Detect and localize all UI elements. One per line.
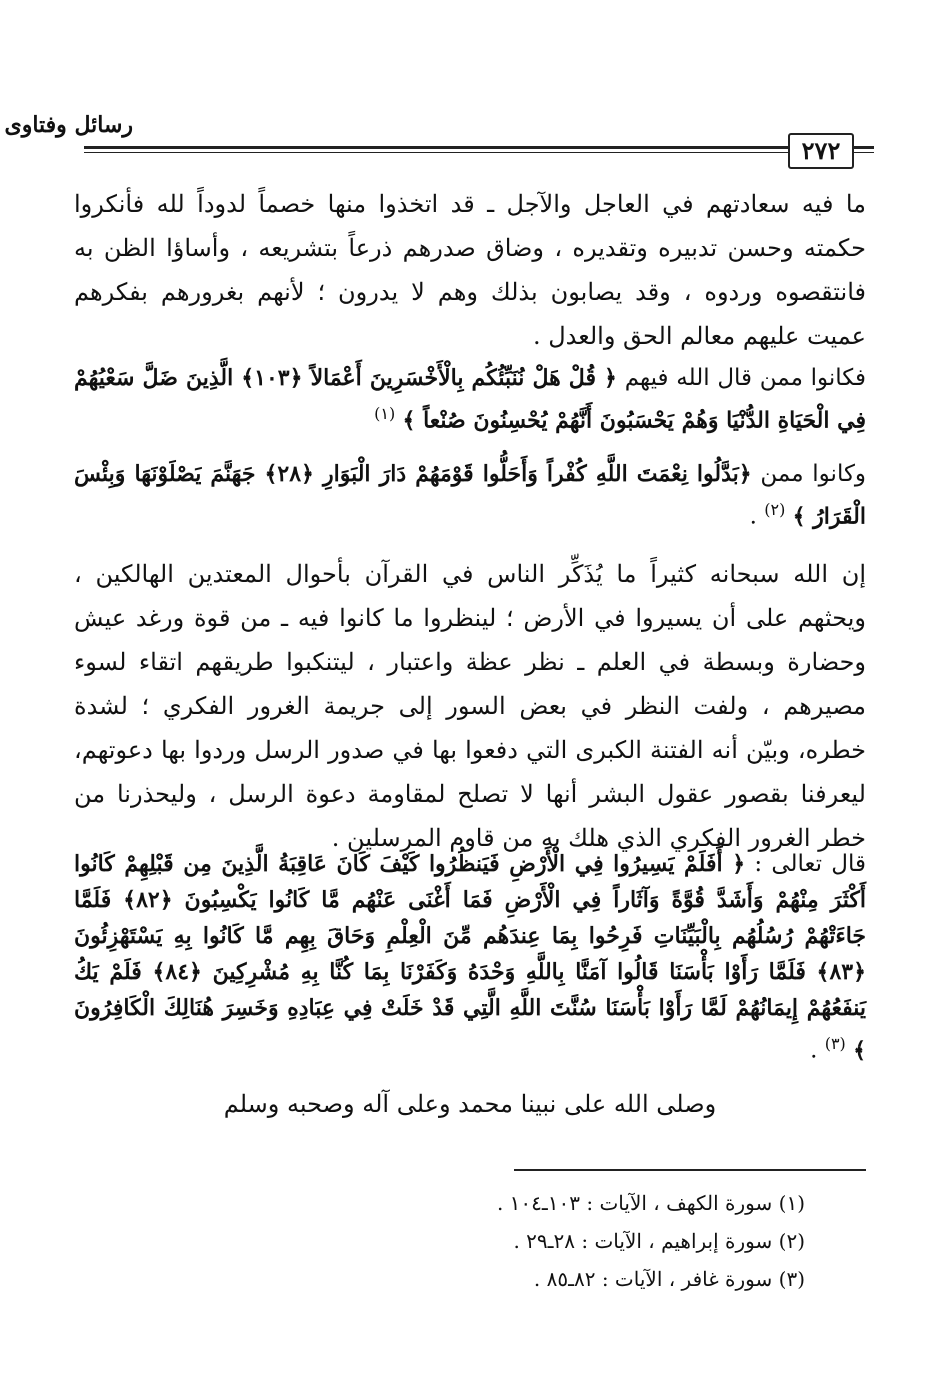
header-rule-thin	[84, 152, 799, 153]
paragraph-2	[74, 360, 866, 439]
paragraph-5-block	[74, 846, 866, 1069]
paragraph-2-intro: فكانوا ممن قال الله فيهم	[624, 365, 866, 391]
header-rule	[84, 146, 799, 149]
paragraph-5-intro: قال تعالى :	[754, 851, 866, 877]
footnote-ref-2: (٢)	[764, 500, 786, 519]
paragraph-3-end: .	[749, 503, 757, 530]
header-rule-right	[852, 146, 874, 149]
header-rule-right-thin	[852, 152, 874, 153]
paragraph-3-block	[74, 456, 866, 535]
footnote-ref-3: (٣)	[824, 1034, 846, 1053]
footnote: (٣) سورة غافر ، الآيات : ٨٢ـ٨٥ .	[533, 1267, 805, 1291]
quran-verse-1: ﴿ قُلْ هَلْ نُنَبِّئُكُم بِالْأَخْسَرِينَ أَعْمَالاً ﴿١٠٣﴾ الَّذِينَ ضَلَّ سَعْيُهُمْ فِي الْحَيَاةِ الدُّنْيَا وَهُمْ يَحْسَبُونَ أَنَّهُمْ يُحْسِنُونَ صُنْعاً ﴾	[74, 365, 866, 434]
page-number: ٢٧٢	[788, 133, 854, 169]
paragraph-5-end: .	[810, 1037, 818, 1064]
footnote: (١) سورة الكهف ، الآيات : ١٠٣ـ١٠٤ .	[496, 1191, 805, 1215]
footnotes	[445, 1184, 805, 1298]
paragraph-4-block	[74, 552, 866, 860]
paragraph-5	[74, 846, 866, 1069]
paragraph-3-intro: وكانوا ممن	[760, 461, 867, 487]
quran-verse-2: ﴿بَدَّلُوا نِعْمَتَ اللَّهِ كُفْراً وَأَحَلُّوا قَوْمَهُمْ دَارَ الْبَوَارِ ﴿٢٨﴾ جَهَنَّمَ يَصْلَوْنَهَا وَبِئْسَ الْقَرَارُ ﴾	[74, 461, 866, 530]
paragraph-1-block	[74, 182, 866, 358]
paragraph-3	[74, 456, 866, 535]
paragraph-4: إن الله سبحانه كثيراً ما يُذَكِّر الناس في القرآن بأحوال المعتدين الهالكين ، ويحثهم على أن يسيروا في الأرض ؛ لينظروا ما كانوا فيه ـ من قوة ورغد عيش وحضارة وبسطة في العلم ـ نظر عظة واعتبار ، ليتنكبوا طريقهم اتقاء لسوء مصيرهم ، ولفت النظر في بعض السور إلى جريمة الغرور الفكري ؛ لشدة خطره، وبيّن أنه الفتنة الكبرى التي دفعوا بها في صدور الرسل وردوا بها دعوتهم، ليعرفنا بقصور عقول البشر أنها لا تصلح لمقاومة دعوة الرسل ، وليحذرنا من خطر الغرور الفكري الذي هلك به من قاوم المرسلين .	[74, 560, 866, 852]
footnote: (٢) سورة إبراهيم ، الآيات : ٢٨ـ٢٩ .	[513, 1229, 805, 1253]
closing-line: وصلى الله على نبينا محمد وعلى آله وصحبه وسلم	[223, 1090, 717, 1118]
paragraph-1: ما فيه سعادتهم في العاجل والآجل ـ قد اتخذوا منها خصماً لدوداً لله فأنكروا حكمته وحسن تدبيره وتقديره ، وضاق صدرهم ذرعاً بتشريعه ، وأساؤا الظن به فانتقصوه وردوه ، وقد يصابون بذلك وهم لا يدرون ؛ لأنهم بغرورهم بفكرهم عميت عليهم معالم الحق والعدل .	[74, 190, 866, 350]
footnote-ref-1: (١)	[374, 404, 396, 423]
quran-verse-3: ﴿ أَفَلَمْ يَسِيرُوا فِي الْأَرْضِ فَيَنظُرُوا كَيْفَ كَانَ عَاقِبَةُ الَّذِينَ مِن قَبْلِهِمْ كَانُوا أَكْثَرَ مِنْهُمْ وَأَشَدَّ قُوَّةً وَآثَاراً فِي الْأَرْضِ فَمَا أَغْنَى عَنْهُم مَّا كَانُوا يَكْسِبُونَ ﴿٨٢﴾ فَلَمَّا جَاءَتْهُمْ رُسُلُهُم بِالْبَيِّنَاتِ فَرِحُوا بِمَا عِندَهُم مِّنَ الْعِلْمِ وَحَاقَ بِهِم مَّا كَانُوا بِهِ يَسْتَهْزِئُونَ ﴿٨٣﴾ فَلَمَّا رَأَوْا بَأْسَنَا قَالُوا آمَنَّا بِاللَّهِ وَحْدَهُ وَكَفَرْنَا بِمَا كُنَّا بِهِ مُشْرِكِينَ ﴿٨٤﴾ فَلَمْ يَكُ يَنفَعُهُمْ إِيمَانُهُمْ لَمَّا رَأَوْا بَأْسَنَا سُنَّتَ اللَّهِ الَّتِي قَدْ خَلَتْ فِي عِبَادِهِ وَخَسِرَ هُنَالِكَ الْكَافِرُونَ ﴾	[74, 851, 866, 1064]
paragraph-2-block	[74, 360, 866, 439]
footnote-separator	[514, 1169, 866, 1171]
running-title: رسائل وفتاوى	[4, 112, 133, 138]
